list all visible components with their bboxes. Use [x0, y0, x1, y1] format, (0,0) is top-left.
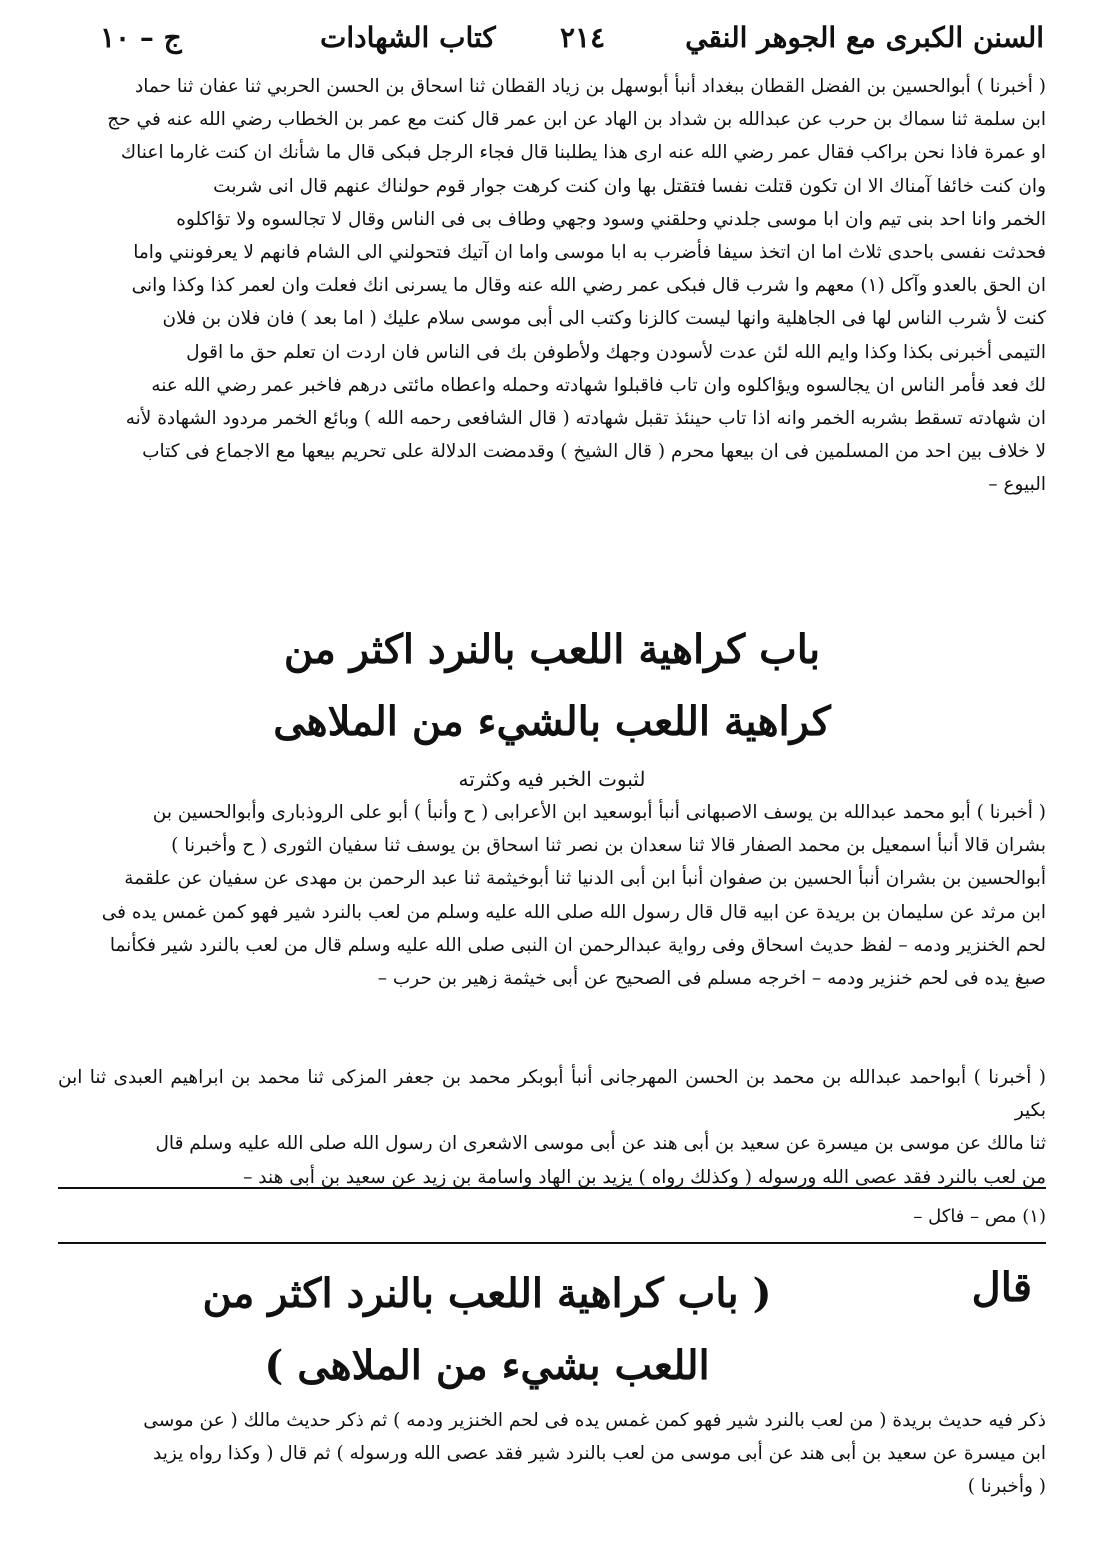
chapter-subheading: لثبوت الخبر فيه وكثرته	[458, 767, 646, 791]
commentary-text	[58, 1404, 1046, 1504]
text-line: ( أخبرنا ) أبو محمد عبدالله بن يوسف الاصبهانى أنبأ أبوسعيد ابن الأعرابى ( ح وأنبأ ) أبو على الروذبارى وأبوالحسين بن	[152, 802, 1046, 823]
text-line: فحدثت نفسى باحدى ثلاث اما ان اتخذ سيفا فأضرب به ابا موسى واما ان آتيك فتحولني الى الشام فانهم لا يعرفونني واما	[133, 242, 1046, 264]
chapter-heading-line: كراهية اللعب بالشيء من الملاهى	[273, 698, 831, 745]
text-line: وان كنت خائفا آمناك الا ان تكون قتلت نفسا فتقتل بها وان كنت كرهت جوار قوم حولناك عنهم قال انى شربت	[213, 175, 1046, 197]
chapter-heading-line: باب كراهية اللعب بالنرد اكثر من	[283, 626, 821, 673]
text-line: ان شهادته تسقط بشربه الخمر وانه اذا تاب حينئذ تقبل شهادته ( قال الشافعى رحمه الله ) وبائع الخمر مردود الشهادة لأنه	[125, 408, 1046, 430]
text-line: ابن سلمة ثنا سماك بن حرب عن عبدالله بن شداد بن الهاد عن ابن عمر قال كنت مع عمر بن الخطاب رضي الله عنه في حج	[107, 109, 1046, 131]
text-line: صبغ يده فى لحم خنزير ودمه – اخرجه مسلم فى الصحيح عن أبى خيثمة زهير بن حرب –	[377, 968, 1046, 990]
text-line: ابن مرثد عن سليمان بن بريدة عن ابيه قال قال رسول الله صلى الله عليه وسلم من لعب بالنرد شير فهو كمن غمس يده فى	[101, 901, 1046, 923]
text-line: من لعب بالنرد فقد عصى الله ورسوله ( وكذلك رواه ) يزيد بن الهاد واسامة بن زيد عن سعيد بن أبى هند –	[243, 1166, 1046, 1188]
text-line: لحم الخنزير ودمه – لفظ حديث اسحاق وفى رواية عبدالرحمن ان النبى صلى الله عليه وسلم قال من لعب بالنرد شير فكأنما	[109, 934, 1046, 956]
text-line: الخمر وانا احد بنى تيم وان ابا موسى جلدني وحلقني وسود وجهي وطاف بى فى الناس وقال لا تجالسوه ولا تؤاكلوه	[176, 208, 1046, 230]
text-line: ابن ميسرة عن سعيد بن أبى هند عن أبى موسى من لعب بالنرد شير فقد عصى الله ورسوله ) ثم قال ( وكذا رواه يزيد	[153, 1443, 1046, 1465]
footnote-divider	[58, 1187, 1046, 1189]
text-line: لك فعد فأمر الناس ان يجالسوه ويؤاكلوه وان تاب فاقبلوا شهادته وحمله واعطاه مائتى درهم فاخبر عمر رضي الله عنه	[151, 374, 1046, 396]
commentary-heading-line: اللعب بشيء من الملاهى )	[264, 1342, 710, 1389]
text-block-3	[58, 1061, 1046, 1194]
commentary-label: قال	[971, 1264, 1032, 1311]
book-title: السنن الكبرى مع الجوهر النقي	[685, 21, 1044, 54]
text-block-2	[58, 796, 1046, 995]
text-line: ثنا مالك عن موسى بن ميسرة عن سعيد بن أبى هند عن أبى موسى الاشعرى ان رسول الله صلى الله عليه وسلم قال	[155, 1133, 1046, 1155]
volume-label: ج – ١٠	[100, 21, 182, 54]
footnote: (١) مص – فاكل –	[913, 1206, 1046, 1227]
text-line: التيمى أخبرنى بكذا وكذا وايم الله لئن عدت لأسودن وجهك ولأطوفن بك فى الناس فان اردت ان تعلم حق ما اقول	[186, 341, 1046, 363]
text-line: كنت لأ شرب الناس لها فى الجاهلية وانها ليست كالزنا وكتب الى أبى موسى سلام عليك ( اما بعد ) فان فلان بن فلان	[162, 308, 1046, 330]
text-line: أبوالحسين بن بشران أنبأ الحسين بن صفوان أنبأ ابن أبى الدنيا ثنا أبوخيثمة ثنا عبد الرحمن بن مهدى عن سفيان عن علقمة	[124, 868, 1046, 890]
text-line: لا خلاف بين احد من المسلمين فى ان بيعها محرم ( قال الشيخ ) وقدمضت الدلالة على تحريم بيعها مع الاجماع فى كتاب	[142, 441, 1046, 463]
text-line: البيوع –	[988, 474, 1046, 496]
text-line: ذكر فيه حديث بريدة ( من لعب بالنرد شير فهو كمن غمس يده فى لحم الخنزير ودمه ) ثم ذكر حديث مالك ( عن موسى	[143, 1410, 1046, 1431]
text-line: ان الحق بالعدو وآكل (١) معهم وا شرب قال فبكى عمر رضي الله عنه وقال ما يسرنى انك فعلت وان لعمر كذا وكذا وانى	[131, 275, 1046, 297]
text-line: ( أخبرنا ) أبواحمد عبدالله بن محمد بن الحسن المهرجانى أنبأ أبوبكر محمد بن جعفر المزكى ثنا محمد بن ابراهيم العبدى ثنا ابن بكير	[58, 1067, 1046, 1122]
commentary-heading	[100, 1258, 874, 1402]
running-head	[60, 18, 1044, 58]
text-line: ( أخبرنا ) أبوالحسين بن الفضل القطان ببغداد أنبأ أبوسهل بن زياد القطان ثنا اسحاق بن الحسن الحربي ثنا عفان ثنا حماد	[135, 76, 1046, 97]
text-line: ( وأخبرنا )	[967, 1476, 1046, 1498]
text-block-1	[58, 70, 1046, 502]
commentary-heading-line: ( باب كراهية اللعب بالنرد اكثر من	[202, 1270, 772, 1317]
text-line: او عمرة فاذا نحن براكب فقال عمر رضي الله عنه ارى هذا يطلبنا قال فجاء الرجل فبكى قال ما شأنك ان كنت غارما اعناك	[120, 142, 1046, 164]
chapter-heading	[60, 614, 1044, 758]
section-divider	[58, 1242, 1046, 1244]
text-line: بشران قالا أنبأ اسمعيل بن محمد الصفار قالا ثنا سعدان بن نصر ثنا اسحاق بن يوسف ثنا سفيان الثورى ( ح وأخبرنا )	[171, 835, 1046, 857]
page-number: ٢١٤	[560, 21, 606, 54]
chapter-title: كتاب الشهادات	[320, 21, 496, 54]
